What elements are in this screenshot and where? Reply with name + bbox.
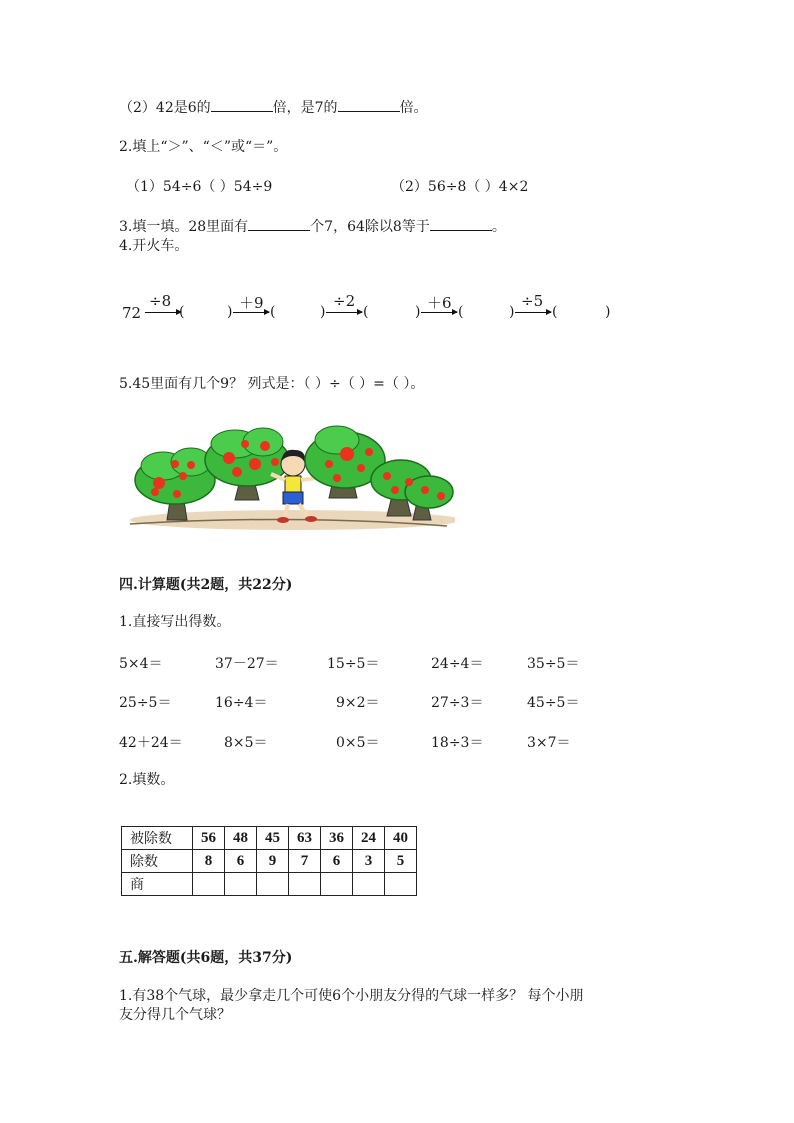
calc-item: 15÷5＝: [327, 656, 380, 672]
quotient-answer-cell[interactable]: [353, 873, 385, 896]
number-train: [119, 292, 639, 332]
train-paren-open: (: [363, 304, 369, 320]
compare-item-1: （1）54÷6（ ）54÷9: [126, 179, 273, 195]
train-paren-close: ): [509, 304, 515, 320]
apple-tree-left: [135, 448, 215, 520]
quotient-answer-cell[interactable]: [321, 873, 353, 896]
quotient-answer-cell[interactable]: [193, 873, 225, 896]
calc-item: 16÷4＝: [215, 695, 268, 711]
train-question-title: 4.开火车。: [119, 238, 189, 254]
train-paren-open: (: [552, 304, 558, 320]
dividend-cell: 45: [257, 827, 289, 850]
train-paren-open: (: [270, 304, 276, 320]
train-arrow: [515, 312, 551, 313]
train-operation-3: ÷2: [333, 292, 356, 310]
answer-blank[interactable]: [430, 216, 492, 231]
quotient-answer-cell[interactable]: [289, 873, 321, 896]
train-arrow: [421, 312, 457, 313]
train-paren-open: (: [458, 304, 464, 320]
table-row: [122, 850, 417, 873]
train-operation-5: ÷5: [521, 292, 544, 310]
divisor-cell: 7: [289, 850, 321, 873]
train-arrow: [326, 312, 362, 313]
division-table: [121, 826, 417, 896]
table-row: [122, 873, 417, 896]
calc-item: 9×2＝: [336, 695, 380, 711]
divisor-cell: 6: [225, 850, 257, 873]
dividend-cell: 63: [289, 827, 321, 850]
answer-blank[interactable]: [338, 97, 400, 112]
row-label-divisor: 除数: [122, 850, 193, 873]
question-2-multiples: （2）42是6的 倍，是7的 倍。: [119, 97, 428, 117]
dividend-cell: 56: [193, 827, 225, 850]
word-problem-line-1: 1.有38个气球，最少拿走几个可使6个小朋友分得的气球一样多？ 每个小朋: [119, 988, 584, 1004]
compare-item-2: （2）56÷8（ ）4×2: [391, 179, 529, 195]
calc-item: 3×7＝: [527, 735, 571, 751]
calc-item: 24÷4＝: [431, 656, 484, 672]
train-paren-open: (: [179, 304, 185, 320]
divisor-cell: 9: [257, 850, 289, 873]
train-operation-2: ＋9: [239, 294, 264, 312]
apple-tree-middle: [205, 428, 289, 500]
calc-item: 27÷3＝: [431, 695, 484, 711]
calc-item: 42＋24＝: [119, 735, 183, 751]
table-question-title: 2.填数。: [119, 772, 175, 788]
row-label-dividend: 被除数: [122, 827, 193, 850]
train-arrow: [145, 312, 181, 313]
calc-item: 5×4＝: [119, 656, 163, 672]
calc-item: 8×5＝: [224, 735, 268, 751]
quotient-answer-cell[interactable]: [385, 873, 417, 896]
section-5-title: 五.解答题(共6题，共37分): [119, 950, 293, 966]
quotient-answer-cell[interactable]: [225, 873, 257, 896]
dividend-cell: 36: [321, 827, 353, 850]
compare-question-title: 2.填上“＞”、“＜”或“＝”。: [119, 139, 288, 155]
divisor-cell: 5: [385, 850, 417, 873]
train-paren-close: ): [415, 304, 421, 320]
row-label-quotient: 商: [122, 873, 193, 896]
fill-question: 3.填一填。28里面有 个7，64除以8等于 。: [119, 216, 506, 236]
apple-tree-right-small: [371, 460, 453, 520]
table-row: [122, 827, 417, 850]
train-arrow: [233, 312, 269, 313]
answer-blank[interactable]: [211, 97, 273, 112]
dividend-cell: 40: [385, 827, 417, 850]
calc-item: 37－27＝: [215, 656, 279, 672]
calc-item: 0×5＝: [336, 735, 380, 751]
calc-item: 35÷5＝: [527, 656, 580, 672]
calc-item: 45÷5＝: [527, 695, 580, 711]
train-operation-4: ＋6: [427, 294, 452, 312]
calc-title: 1.直接写出得数。: [119, 614, 231, 630]
train-paren-close: ): [227, 304, 233, 320]
apple-orchard-illustration: [125, 420, 455, 532]
dividend-cell: 48: [225, 827, 257, 850]
divisor-cell: 3: [353, 850, 385, 873]
calc-item: 18÷3＝: [431, 735, 484, 751]
train-paren-close: ): [320, 304, 326, 320]
train-paren-close: ): [605, 304, 611, 320]
answer-blank[interactable]: [248, 216, 310, 231]
divisor-cell: 6: [321, 850, 353, 873]
train-operation-1: ÷8: [149, 292, 172, 310]
word-problem-line-2: 友分得几个气球？: [119, 1007, 231, 1023]
dividend-cell: 24: [353, 827, 385, 850]
question-5: 5.45里面有几个9？ 列式是：（ ）÷（ ）=（ ）。: [119, 376, 425, 392]
train-start-number: 72: [122, 304, 142, 322]
calc-item: 25÷5＝: [119, 695, 172, 711]
divisor-cell: 8: [193, 850, 225, 873]
quotient-answer-cell[interactable]: [257, 873, 289, 896]
section-4-title: 四.计算题(共2题，共22分): [119, 577, 293, 593]
